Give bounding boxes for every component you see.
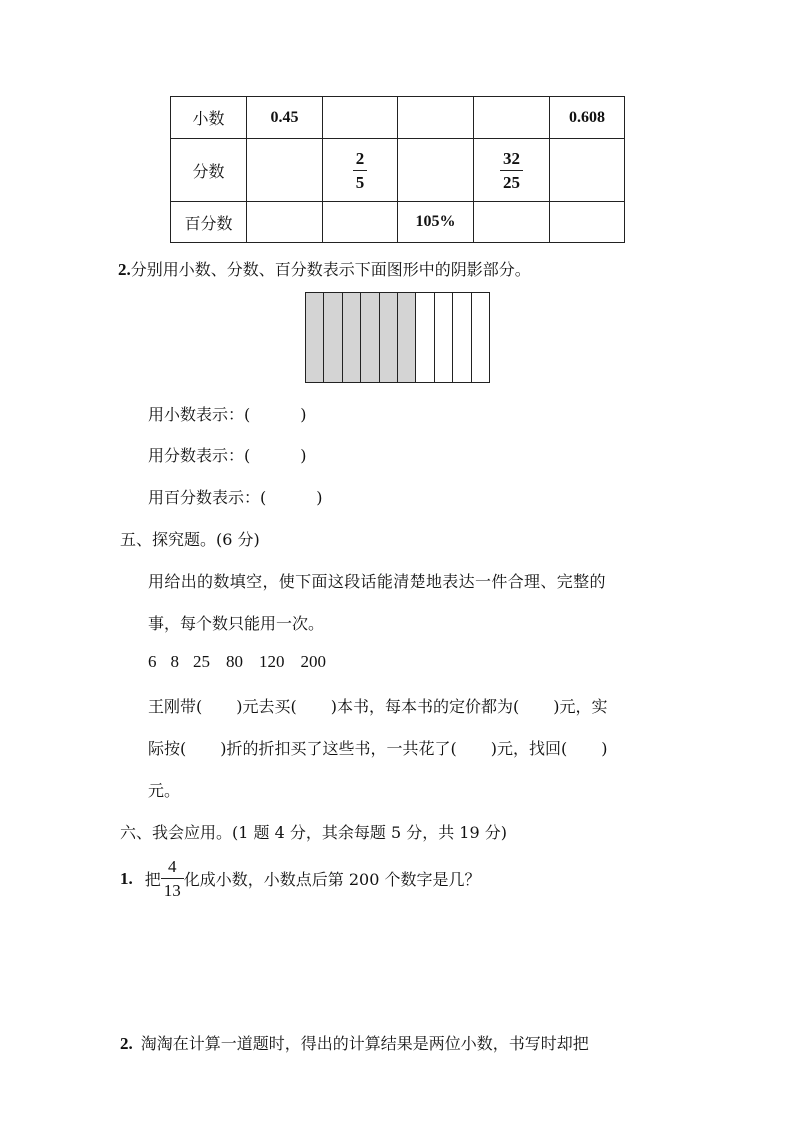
fraction (353, 149, 368, 192)
cell[interactable] (474, 97, 550, 139)
cell[interactable] (247, 139, 323, 202)
shaded-strip (361, 293, 379, 382)
section-6-heading: 六、我会应用。(1 题 4 分，其余每题 5 分，共 19 分) (120, 823, 507, 842)
cell[interactable] (398, 97, 474, 139)
shaded-strip (306, 293, 324, 382)
fraction-answer-line: 用分数表示：( ) (148, 446, 307, 465)
shaded-strips-figure (305, 292, 490, 383)
shaded-strip (343, 293, 361, 382)
empty-strip (472, 293, 489, 382)
cell[interactable] (323, 202, 398, 243)
cell[interactable] (474, 202, 550, 243)
table-row-decimal (171, 97, 625, 139)
question-text: 淘淘在计算一道题时，得出的计算结果是两位小数，书写时却把 (140, 1034, 589, 1053)
shaded-strip (324, 293, 342, 382)
table-row-fraction (171, 139, 625, 202)
question-6-1: 1. 把 $\frac{4}{13}$ 化成小数，小数点后第 200 个数字是几？ (120, 857, 481, 900)
cell[interactable]: 105% (398, 202, 474, 243)
shaded-strip (380, 293, 398, 382)
empty-strip (453, 293, 471, 382)
question-number: 2. (118, 260, 131, 279)
fraction (161, 857, 184, 900)
numerator: 2 (355, 148, 365, 168)
row-label-decimal: 小数 (171, 97, 247, 139)
decimal-answer-line: 用小数表示：( ) (148, 405, 307, 424)
cell[interactable] (323, 139, 398, 202)
row-label-fraction: 分数 (171, 139, 247, 202)
question-6-2 (120, 1031, 589, 1054)
denominator: 25 (503, 172, 520, 192)
empty-strip (416, 293, 434, 382)
cell[interactable] (398, 139, 474, 202)
fill-sentence-line3: 元。 (148, 781, 181, 800)
cell[interactable]: 0.608 (550, 97, 625, 139)
question-number: 2. (120, 1034, 133, 1053)
percent-answer-line: 用百分数表示：( ) (148, 488, 323, 507)
row-label-percent: 百分数 (171, 202, 247, 243)
given-numbers: 6 8 25 80 120 200 (148, 652, 326, 671)
cell[interactable] (550, 202, 625, 243)
numerator: 4 (168, 857, 177, 876)
cell[interactable] (323, 97, 398, 139)
question-2 (118, 257, 531, 280)
cell[interactable] (247, 202, 323, 243)
empty-strip (435, 293, 453, 382)
numerator: 32 (503, 148, 520, 168)
conversion-table (170, 96, 625, 243)
shaded-strip (398, 293, 416, 382)
fraction (500, 149, 523, 192)
denominator: 5 (355, 172, 365, 192)
question-text: 分别用小数、分数、百分数表示下面图形中的阴影部分。 (130, 260, 531, 279)
cell[interactable] (550, 139, 625, 202)
fill-sentence-line1: 王刚带( )元去买( )本书，每本书的定价都为( )元，实 (148, 697, 608, 716)
section-5-heading: 五、探究题。(6 分) (120, 530, 260, 549)
fill-sentence-line2: 际按( )折的折扣买了这些书，一共花了( )元，找回( ) (148, 739, 608, 758)
denominator: 13 (163, 881, 181, 900)
table-row-percent (171, 202, 625, 243)
cell[interactable]: 0.45 (247, 97, 323, 139)
question-number: 1. (120, 868, 133, 888)
section-5-text-line2: 事，每个数只能用一次。 (148, 614, 325, 633)
cell[interactable] (474, 139, 550, 202)
section-5-text-line1: 用给出的数填空，使下面这段话能清楚地表达一件合理、完整的 (148, 572, 606, 591)
